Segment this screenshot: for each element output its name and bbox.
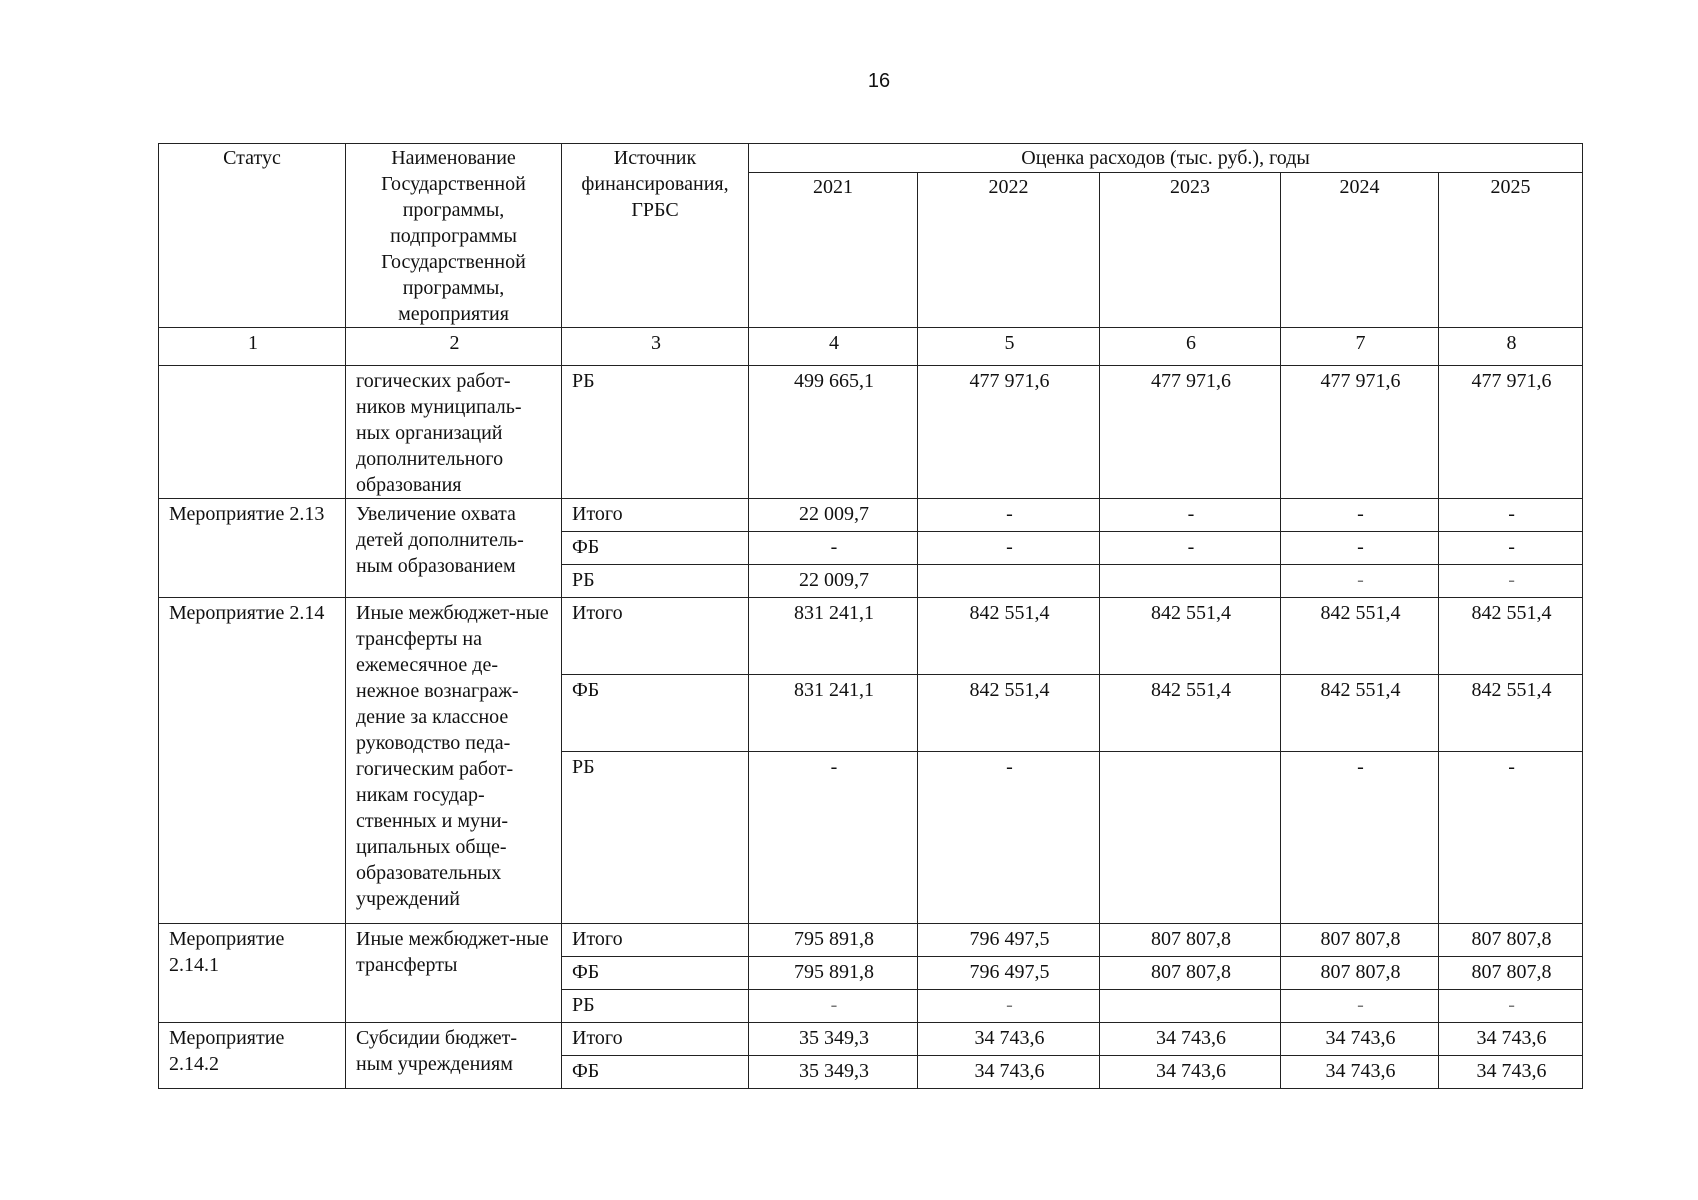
value-cell (1100, 990, 1281, 1023)
value-cell: 34 743,6 (1281, 1056, 1439, 1089)
value-cell: - (1439, 565, 1583, 598)
value-cell: 842 551,4 (1281, 675, 1439, 752)
column-index: 7 (1281, 328, 1439, 366)
value-cell: 34 743,6 (1100, 1023, 1281, 1056)
source-cell: РБ (562, 990, 749, 1023)
header-estimate: Оценка расходов (тыс. руб.), годы (749, 144, 1583, 173)
value-cell (1100, 565, 1281, 598)
value-cell (1100, 752, 1281, 924)
value-cell: 807 807,8 (1439, 957, 1583, 990)
source-cell: РБ (562, 366, 749, 499)
column-index: 1 (159, 328, 346, 366)
value-cell: - (749, 752, 918, 924)
value-cell: 842 551,4 (918, 598, 1100, 675)
value-cell: - (1281, 752, 1439, 924)
measure-name-cell: гогических работ-ников муниципаль-ных организаций дополнительного образования (346, 366, 562, 499)
value-cell: - (1439, 990, 1583, 1023)
measure-name-cell: Иные межбюджет-ные трансферты (346, 924, 562, 1023)
header-year: 2025 (1439, 172, 1583, 327)
measure-name-cell: Субсидии бюджет-ным учреждениям (346, 1023, 562, 1089)
value-cell: - (749, 990, 918, 1023)
value-cell: - (918, 990, 1100, 1023)
header-name: Наименование Государственной программы, подпрограммы Государственной программы, мероприятия (346, 144, 562, 328)
header-year: 2022 (918, 172, 1100, 327)
value-cell: 22 009,7 (749, 499, 918, 532)
value-cell: 35 349,3 (749, 1023, 918, 1056)
measure-name-cell: Увеличение охвата детей дополнитель-ным образованием (346, 499, 562, 598)
header-row (159, 144, 1583, 173)
value-cell: 842 551,4 (1100, 675, 1281, 752)
table-row (159, 1023, 1583, 1056)
status-cell (159, 366, 346, 499)
source-cell: ФБ (562, 957, 749, 990)
value-cell (918, 565, 1100, 598)
source-cell: Итого (562, 924, 749, 957)
value-cell: 842 551,4 (1281, 598, 1439, 675)
status-cell: Мероприятие 2.14 (159, 598, 346, 924)
value-cell: 499 665,1 (749, 366, 918, 499)
value-cell: 22 009,7 (749, 565, 918, 598)
source-cell: ФБ (562, 1056, 749, 1089)
value-cell: 831 241,1 (749, 598, 918, 675)
measure-name-cell: Иные межбюджет-ные трансферты на ежемесячное де-нежное вознаграж-дение за классное руководство педа-гогическим работ-никам государ-ственных и муни-ципальных обще-образовательных учреждений (346, 598, 562, 924)
column-index: 8 (1439, 328, 1583, 366)
value-cell: 807 807,8 (1439, 924, 1583, 957)
value-cell: 34 743,6 (918, 1023, 1100, 1056)
value-cell: 842 551,4 (1439, 675, 1583, 752)
table-row (159, 499, 1583, 532)
value-cell: 795 891,8 (749, 924, 918, 957)
status-cell: Мероприятие 2.14.1 (159, 924, 346, 1023)
source-cell: РБ (562, 752, 749, 924)
source-cell: Итого (562, 1023, 749, 1056)
value-cell: 807 807,8 (1100, 957, 1281, 990)
value-cell: 34 743,6 (1439, 1023, 1583, 1056)
value-cell: - (1100, 532, 1281, 565)
column-index: 5 (918, 328, 1100, 366)
value-cell: 807 807,8 (1281, 957, 1439, 990)
header-year: 2023 (1100, 172, 1281, 327)
value-cell: - (749, 532, 918, 565)
value-cell: 795 891,8 (749, 957, 918, 990)
status-cell: Мероприятие 2.13 (159, 499, 346, 598)
value-cell: 807 807,8 (1100, 924, 1281, 957)
source-cell: РБ (562, 565, 749, 598)
value-cell: 842 551,4 (918, 675, 1100, 752)
value-cell: - (1281, 532, 1439, 565)
table-row (159, 366, 1583, 499)
header-year: 2021 (749, 172, 918, 327)
value-cell: 831 241,1 (749, 675, 918, 752)
value-cell: 477 971,6 (1439, 366, 1583, 499)
value-cell: 34 743,6 (1281, 1023, 1439, 1056)
value-cell: - (918, 532, 1100, 565)
table-row (159, 924, 1583, 957)
value-cell: 807 807,8 (1281, 924, 1439, 957)
value-cell: 477 971,6 (1281, 366, 1439, 499)
value-cell: - (918, 752, 1100, 924)
value-cell: - (918, 499, 1100, 532)
value-cell: 34 743,6 (918, 1056, 1100, 1089)
value-cell: 796 497,5 (918, 957, 1100, 990)
column-index: 6 (1100, 328, 1281, 366)
value-cell: 842 551,4 (1439, 598, 1583, 675)
value-cell: - (1439, 532, 1583, 565)
column-index: 4 (749, 328, 918, 366)
value-cell: 34 743,6 (1100, 1056, 1281, 1089)
source-cell: Итого (562, 499, 749, 532)
value-cell: 477 971,6 (1100, 366, 1281, 499)
value-cell: 796 497,5 (918, 924, 1100, 957)
header-source: Источник финансирования, ГРБС (562, 144, 749, 328)
value-cell: - (1439, 752, 1583, 924)
value-cell: 477 971,6 (918, 366, 1100, 499)
column-index: 3 (562, 328, 749, 366)
column-index: 2 (346, 328, 562, 366)
source-cell: Итого (562, 598, 749, 675)
value-cell: - (1281, 990, 1439, 1023)
header-status: Статус (159, 144, 346, 328)
status-cell: Мероприятие 2.14.2 (159, 1023, 346, 1089)
table-row (159, 598, 1583, 675)
value-cell: 842 551,4 (1100, 598, 1281, 675)
value-cell: - (1439, 499, 1583, 532)
value-cell: 35 349,3 (749, 1056, 918, 1089)
header-year: 2024 (1281, 172, 1439, 327)
source-cell: ФБ (562, 532, 749, 565)
value-cell: - (1281, 565, 1439, 598)
budget-table (158, 143, 1583, 1089)
page-number: 16 (867, 70, 891, 92)
value-cell: - (1281, 499, 1439, 532)
value-cell: - (1100, 499, 1281, 532)
source-cell: ФБ (562, 675, 749, 752)
value-cell: 34 743,6 (1439, 1056, 1583, 1089)
column-index-row (159, 328, 1583, 366)
